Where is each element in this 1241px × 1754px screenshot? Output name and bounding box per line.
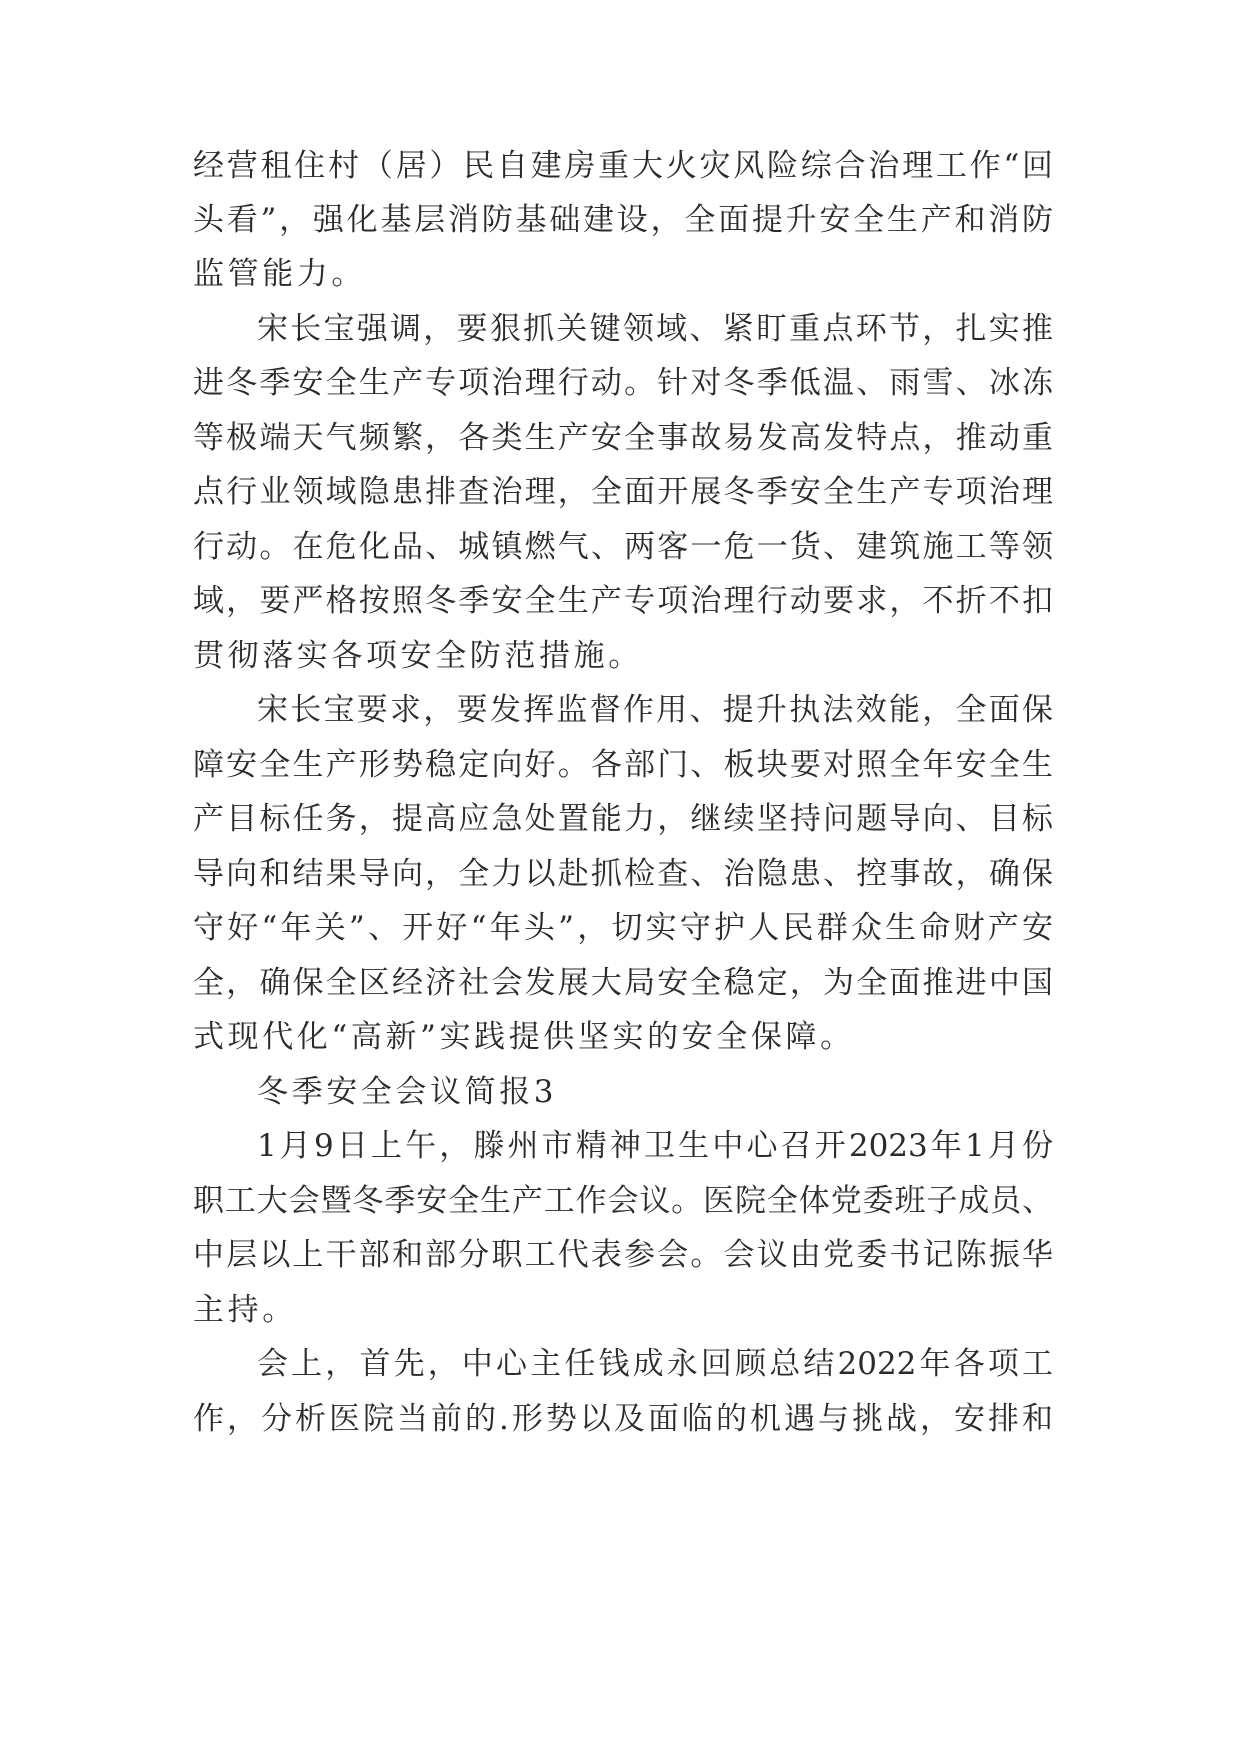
text-line: 作，分析医院当前的.形势以及面临的机遇与挑战，安排和 [193, 1401, 1053, 1437]
text-line: 主持。 [193, 1292, 297, 1328]
text-line: 守好“年关”、开好“年头”，切实守护人民群众生命财产安 [193, 910, 1053, 946]
paragraph-first-line: 宋长宝强调，要狠抓关键领域、紧盯重点环节，扎实推 [257, 311, 1053, 347]
text-line: 导向和结果导向，全力以赴抓检查、治隐患、控事故，确保 [193, 856, 1053, 892]
text-line: 行动。在危化品、城镇燃气、两客一危一货、建筑施工等领 [193, 529, 1053, 565]
text-line: 中层以上干部和部分职工代表参会。会议由党委书记陈振华 [193, 1237, 1053, 1273]
text-line: 产目标任务，提高应急处置能力，继续坚持问题导向、目标 [193, 801, 1053, 837]
paragraph-first-line: 1月9日上午，滕州市精神卫生中心召开2023年1月份 [257, 1128, 1053, 1164]
text-line: 障安全生产形势稳定向好。各部门、板块要对照全年安全生 [193, 747, 1053, 783]
paragraph-first-line: 会上，首先，中心主任钱成永回顾总结2022年各项工 [257, 1346, 1053, 1382]
text-line: 等极端天气频繁，各类生产安全事故易发高发特点，推动重 [193, 420, 1053, 456]
text-line: 式现代化“高新”实践提供坚实的安全保障。 [193, 1019, 855, 1055]
text-line: 进冬季安全生产专项治理行动。针对冬季低温、雨雪、冰冻 [193, 365, 1053, 401]
text-line: 职工大会暨冬季安全生产工作会议。医院全体党委班子成员、 [193, 1183, 1053, 1219]
section-heading: 冬季安全会议简报3 [257, 1074, 558, 1110]
text-line: 点行业领域隐患排查治理，全面开展冬季安全生产专项治理 [193, 474, 1053, 510]
text-line: 贯彻落实各项安全防范措施。 [193, 638, 643, 674]
text-line: 头看”，强化基层消防基础建设，全面提升安全生产和消防 [193, 202, 1053, 238]
paragraph-first-line: 宋长宝要求，要发挥监督作用、提升执法效能，全面保 [257, 692, 1053, 728]
text-line: 监管能力。 [193, 256, 366, 292]
text-line: 全，确保全区经济社会发展大局安全稳定，为全面推进中国 [193, 965, 1053, 1001]
text-line: 经营租住村（居）民自建房重大火灾风险综合治理工作“回 [193, 148, 1053, 184]
text-line: 域，要严格按照冬季安全生产专项治理行动要求，不折不扣 [193, 583, 1053, 619]
